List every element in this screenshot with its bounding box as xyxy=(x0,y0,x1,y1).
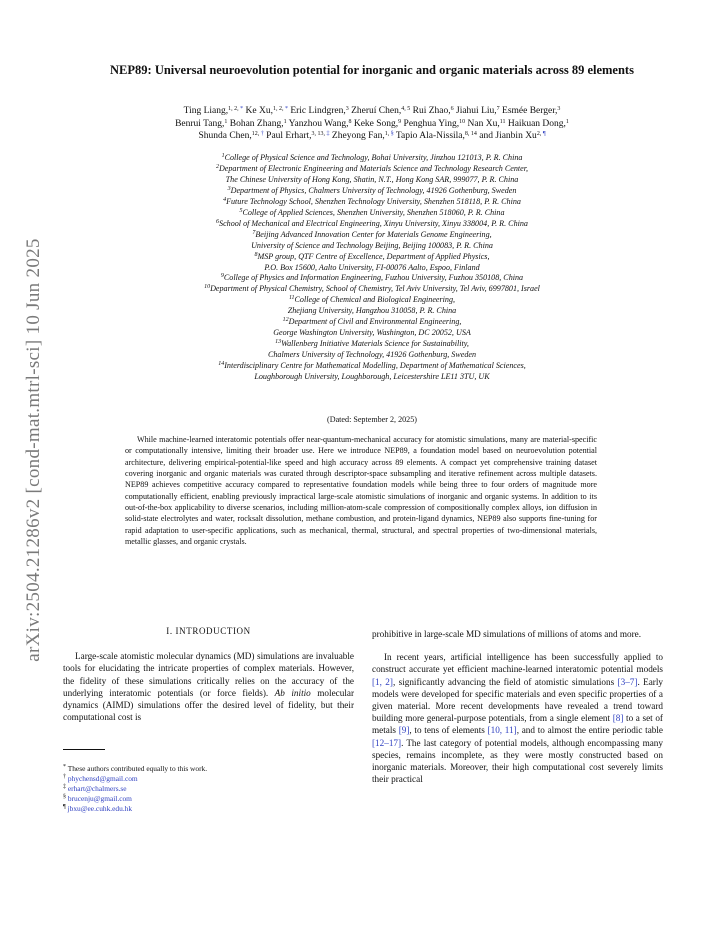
author-line-1: Ting Liang,$^{1, 2,}$ * Ke Xu,$^{1, 2,}$ * Eric Lindgren,$^3$ Zheruí Chen,$^{4, 5}$ Rui Zhao,$^6$ Jiahui Liu,$^7$ Esmée Berger,$^3$ xyxy=(183,106,561,116)
affiliation-line: $^{11}$College of Chemical and Biological Engineering, xyxy=(288,295,456,305)
affiliation-line: $^5$College of Applied Sciences, Shenzhen University, Shenzhen 518060, P. R. China xyxy=(239,207,505,217)
affiliation-line: George Washington University, Washington, DC 20052, USA xyxy=(273,328,471,338)
arxiv-identifier: arXiv:2504.21286v2 [cond-mat.mtrl-sci] 10 Jun 2025 xyxy=(23,238,44,662)
affiliation-line: $^3$Department of Physics, Chalmers University of Technology, 41926 Gothenburg, Sweden xyxy=(227,185,517,195)
author-list xyxy=(70,105,674,143)
affiliation-line: Zhejiang University, Hangzhou 310058, P. R. China xyxy=(287,306,457,316)
citation-link[interactable]: [1, 2] xyxy=(372,676,393,687)
footnote: † phychensd@gmail.com xyxy=(63,774,138,784)
email-link[interactable]: jbxu@ee.cuhk.edu.hk xyxy=(67,804,133,814)
citation-link[interactable]: [10, 11] xyxy=(487,725,517,736)
affiliation-line: $^{13}$Wallenberg Initiative Materials Science for Sustainability, xyxy=(275,339,469,349)
affiliation-line: $^8$MSP group, QTF Centre of Excellence, Department of Applied Physics, xyxy=(254,251,490,261)
intro-paragraph-1: Large-scale atomistic molecular dynamics (MD) simulations are invaluable tools for elucidating the intricate properties of complex materials. However, the fidelity of these simulations critically relies on the accuracy of the underlying interatomic potentials (or force fields). Ab initio molecular dynamics (AIMD) simulations offer the desired level of fidelity, but their computational cost is xyxy=(63,651,355,723)
affiliation-line: $^2$Department of Electronic Engineering and Materials Science and Technology Research Center, xyxy=(215,163,529,173)
footnote: § brucenju@gmail.com xyxy=(63,794,132,804)
right-column xyxy=(372,628,663,785)
affiliation-line: $^4$Future Technology School, Shenzhen Technology University, Shenzhen 518118, P. R. China xyxy=(223,196,521,206)
email-link[interactable]: phychensd@gmail.com xyxy=(67,774,138,784)
footnote-divider xyxy=(63,749,105,750)
citation-link[interactable]: [9] xyxy=(398,725,410,736)
affiliation-line: $^{12}$Department of Civil and Environmental Engineering, xyxy=(282,317,462,327)
intro-paragraph-2: In recent years, artificial intelligence has been successfully applied to construct accurate yet efficient machine-learned interatomic potential models [1, 2], significantly advancing the field of atomistic simulations [3–7]. Early models were developed for specific materials and even specific properties of a given material. More recent developments have revealed a trend toward building more general-purpose potentials, from a single element [8] to a set of metals [9], to tens of elements [10, 11], and to almost the entire periodic table [12–17]. The last category of potential models, although encompassing many species, remains incomplete, as they were mostly constructed based on inorganic materials. Moreover, their high computational cost severely limits their practical xyxy=(372,652,664,785)
affiliation-line: The Chinese University of Hong Kong, Shatin, N.T., Hong Kong SAR, 999077, P. R. China xyxy=(225,174,519,184)
affiliation-line: $^7$Beijing Advanced Innovation Center for Materials Genome Engineering, xyxy=(252,229,492,239)
arxiv-sidebar-stamp xyxy=(16,170,52,730)
affiliation-line: $^9$College of Physics and Information Engineering, Fuzhou University, Fuzhou 350108, China xyxy=(220,273,524,283)
footnote: * These authors contributed equally to this work. xyxy=(63,764,208,774)
author-line-3: Shunda Chen,$^{12,}$ † Paul Erhart,$^{3, 13,}$ ‡ Zheyong Fan,$^{1,}$ § Tapio Ala-Nissila,$^{8, 14}$ and Jianbin $Xu^{2,}$ ¶ xyxy=(198,131,546,141)
author-line-2: Benrui Tang,$^1$ Bohan Zhang,$^1$ Yanzhou Wang,$^8$ Keke Song,$^9$ Penghua Ying,$^{10}$ Nan Xu,$^{11}$ Haikuan Dong,$^1$ xyxy=(175,118,569,129)
paper-title: NEP89: Universal neuroevolution potential for inorganic and organic materials across 89 elements xyxy=(110,63,634,77)
email-link[interactable]: erhart@chalmers.se xyxy=(67,784,127,794)
affiliation-line: P.O. Box 15600, Aalto University, FI-00076 Aalto, Espoo, Finland xyxy=(264,262,480,272)
footnote: ¶ jbxu@ee.cuhk.edu.hk xyxy=(63,804,133,814)
footnotes xyxy=(63,764,354,814)
email-link[interactable]: brucenju@gmail.com xyxy=(67,794,132,804)
citation-link[interactable]: [8] xyxy=(612,713,624,724)
citation-link[interactable]: [12–17] xyxy=(372,737,402,748)
affiliation-line: $^{14}$Interdisciplinary Centre for Mathematical Modelling, Department of Mathematical Sciences, xyxy=(218,361,526,371)
citation-link[interactable]: [3–7] xyxy=(617,676,638,687)
affiliation-line: $^{10}$Department of Physical Chemistry, School of Chemistry, Tel Aviv University, Tel Aviv, 6997801, Israel xyxy=(204,284,540,294)
section-heading: I. INTRODUCTION xyxy=(166,626,251,636)
affiliations xyxy=(70,153,674,383)
affiliation-line: Chalmers University of Technology, 41926 Gothenburg, Sweden xyxy=(267,350,477,360)
intro-paragraph-continued: prohibitive in large-scale MD simulations of millions of atoms and more. xyxy=(372,629,642,639)
left-column xyxy=(63,625,354,814)
affiliation-line: University of Science and Technology Beijing, Beijing 100083, P. R. China xyxy=(251,240,493,250)
date-line: (Dated: September 2, 2025) xyxy=(327,415,417,424)
affiliation-line: $^6$School of Mechanical and Electrical Engineering, Xinyu University, Xinyu 338004, P. R. China xyxy=(216,218,528,228)
footnote: ‡ erhart@chalmers.se xyxy=(63,784,127,794)
affiliation-line: Loughborough University, Loughborough, Leicestershire LE11 3TU, UK xyxy=(254,372,490,382)
affiliation-line: $^1$College of Physical Science and Technology, Bohai University, Jinzhou 121013, P. R. China xyxy=(221,153,523,162)
abstract: While machine-learned interatomic potentials offer near-quantum-mechanical accuracy for atomistic simulations, many are material-specific or computationally intensive, limiting their broader use. Here we introduce NEP89, a foundation model based on neuroevolution potential architecture, delivering empirical-potential-like speed and high accuracy across 89 elements. A compact yet comprehensive training dataset covering inorganic and organic materials was curated through descriptor-space subsampling and iterative refinement across multiple datasets. NEP89 achieves competitive accuracy compared to representative foundation models while being three to four orders of magnitude more computationally efficient, enabling previously impractical large-scale atomistic simulations of inorganic and organic systems. In addition to its out-of-the-box applicability to diverse scenarios, including million-atom-scale compression of compositionally complex alloys, ion diffusion in solid-state electrolytes and water, rocksalt dissolution, methane combustion, and protein-ligand dynamics, NEP89 also supports fine-tuning for rapid adaptation to user-specific applications, such as mechanical, thermal, structural, and spectral properties of two-dimensional materials, metallic glasses, and organic crystals. xyxy=(125,435,597,547)
